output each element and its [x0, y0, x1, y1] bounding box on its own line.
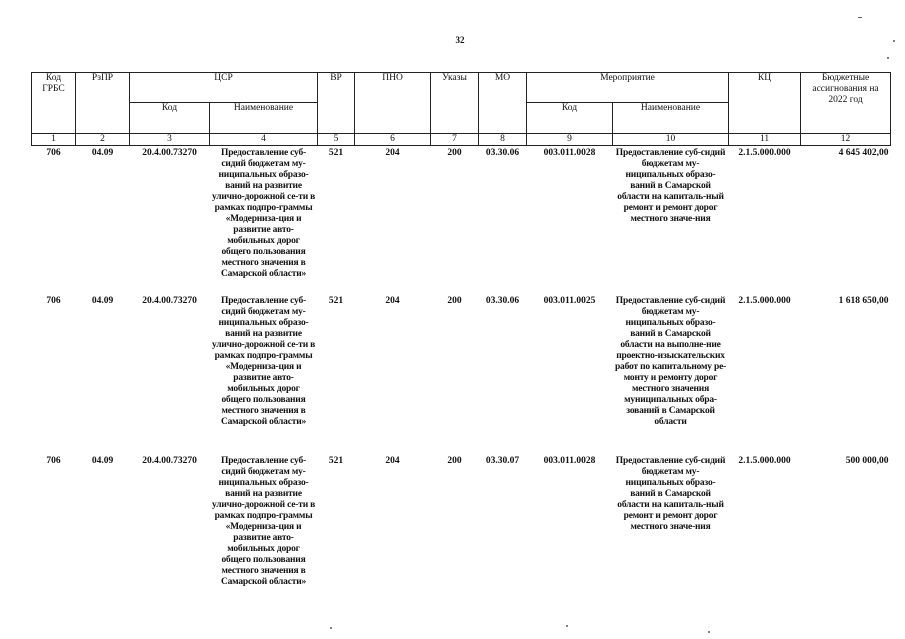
column-number-row — [32, 134, 891, 146]
cell-grbs: 706 — [46, 148, 61, 158]
column-number: 11 — [729, 134, 801, 146]
cell-rzpr: 04.09 — [91, 456, 114, 466]
cell-ukazy: 200 — [447, 456, 462, 466]
header-mer-name: Наименование — [613, 103, 729, 134]
cell-amount: 500 000,00 — [845, 456, 889, 466]
header-csr-name: Наименование — [210, 103, 318, 134]
cell-mer-name: Предоставление суб-сидий бюджетам му-ниципальных образо-ваний в Самарской области на капиталь-ный ремонт и ремонт дорог местного значе-ния — [615, 148, 726, 224]
column-number: 1 — [32, 134, 76, 146]
column-number: 6 — [355, 134, 431, 146]
column-number: 3 — [130, 134, 210, 146]
cell-pno: 204 — [385, 148, 400, 158]
header-csr: ЦСР — [130, 73, 318, 103]
cell-mer-kod: 003.011.0025 — [543, 296, 596, 306]
cell-amount: 1 618 650,00 — [838, 296, 889, 306]
header-vr: ВР — [318, 73, 355, 134]
cell-mer-name: Предоставление суб-сидий бюджетам му-ниципальных образо-ваний в Самарской области на выполне-ние проектно-изыскательских работ по капитальному ре-монту и ремонту дорог местного значения муниципальных обра-зований в Самарской области — [614, 296, 727, 427]
header-rzpr: РзПР — [76, 73, 130, 134]
column-number: 5 — [318, 134, 355, 146]
cell-mer-kod: 003.011.0028 — [543, 456, 596, 466]
cell-csr-kod: 20.4.00.73270 — [142, 296, 197, 306]
scan-speck — [708, 631, 710, 633]
header-mer-kod: Код — [527, 103, 613, 134]
cell-pno: 204 — [385, 296, 400, 306]
column-number: 10 — [613, 134, 729, 146]
cell-csr-kod: 20.4.00.73270 — [142, 456, 197, 466]
cell-csr-name: Предоставление суб-сидий бюджетам му-ниципальных образо-ваний на развитие улично-дорожной се-ти в рамках подпро-граммы «Модерниза-ция и развитие авто-мобильных дорог общего пользования местного значения в Самарской области» — [211, 456, 316, 587]
cell-vr: 521 — [328, 296, 344, 306]
cell-kc: 2.1.5.000.000 — [738, 456, 791, 466]
column-number: 4 — [210, 134, 318, 146]
cell-grbs: 706 — [46, 296, 61, 306]
header-budget: Бюджетные ассигнования на 2022 год — [801, 73, 891, 134]
cell-grbs: 706 — [46, 456, 61, 466]
scan-speck — [893, 40, 895, 42]
header-pno: ПНО — [355, 73, 431, 134]
header-mo: МО — [479, 73, 527, 134]
table-row — [32, 146, 891, 295]
page-number: 32 — [455, 35, 465, 45]
header-ukazy: Указы — [431, 73, 479, 134]
budget-table — [31, 72, 891, 606]
cell-ukazy: 200 — [447, 296, 462, 306]
scan-speck — [887, 57, 889, 59]
cell-vr: 521 — [328, 456, 344, 466]
header-meropriyatie: Мероприятие — [527, 73, 729, 103]
cell-csr-name: Предоставление суб-сидий бюджетам му-ниципальных образо-ваний на развитие улично-дорожной се-ти в рамках подпро-граммы «Модерниза-ция и развитие авто-мобильных дорог общего пользования местного значения в Самарской области» — [211, 296, 316, 427]
cell-rzpr: 04.09 — [91, 296, 114, 306]
cell-mer-name: Предоставление суб-сидий бюджетам му-ниципальных образо-ваний в Самарской области на капиталь-ный ремонт и ремонт дорог местного значе-ния — [615, 456, 726, 532]
column-number: 8 — [479, 134, 527, 146]
column-number: 7 — [431, 134, 479, 146]
cell-mer-kod: 003.011.0028 — [543, 148, 596, 158]
table-row — [32, 454, 891, 606]
scan-speck — [858, 17, 862, 18]
cell-rzpr: 04.09 — [91, 148, 114, 158]
cell-mo: 03.30.06 — [485, 296, 520, 306]
column-number: 2 — [76, 134, 130, 146]
cell-mo: 03.30.07 — [485, 456, 520, 466]
header-kc: КЦ — [729, 73, 801, 134]
cell-pno: 204 — [385, 456, 400, 466]
column-number: 9 — [527, 134, 613, 146]
cell-csr-kod: 20.4.00.73270 — [142, 148, 197, 158]
cell-vr: 521 — [328, 148, 344, 158]
table-row — [32, 294, 891, 454]
cell-kc: 2.1.5.000.000 — [738, 148, 791, 158]
header-kod-grbs: Код ГРБС — [32, 73, 76, 134]
table-body — [32, 146, 891, 607]
scan-speck — [330, 627, 332, 629]
table-header — [32, 73, 891, 146]
column-number: 12 — [801, 134, 891, 146]
cell-csr-name: Предоставление суб-сидий бюджетам му-ниципальных образо-ваний на развитие улично-дорожной се-ти в рамках подпро-граммы «Модерниза-ция и развитие авто-мобильных дорог общего пользования местного значения в Самарской области» — [211, 148, 316, 279]
scan-speck — [566, 625, 568, 627]
cell-mo: 03.30.06 — [485, 148, 520, 158]
header-csr-kod: Код — [130, 103, 210, 134]
cell-kc: 2.1.5.000.000 — [738, 296, 791, 306]
cell-amount: 4 645 402,00 — [838, 148, 889, 158]
cell-ukazy: 200 — [447, 148, 462, 158]
